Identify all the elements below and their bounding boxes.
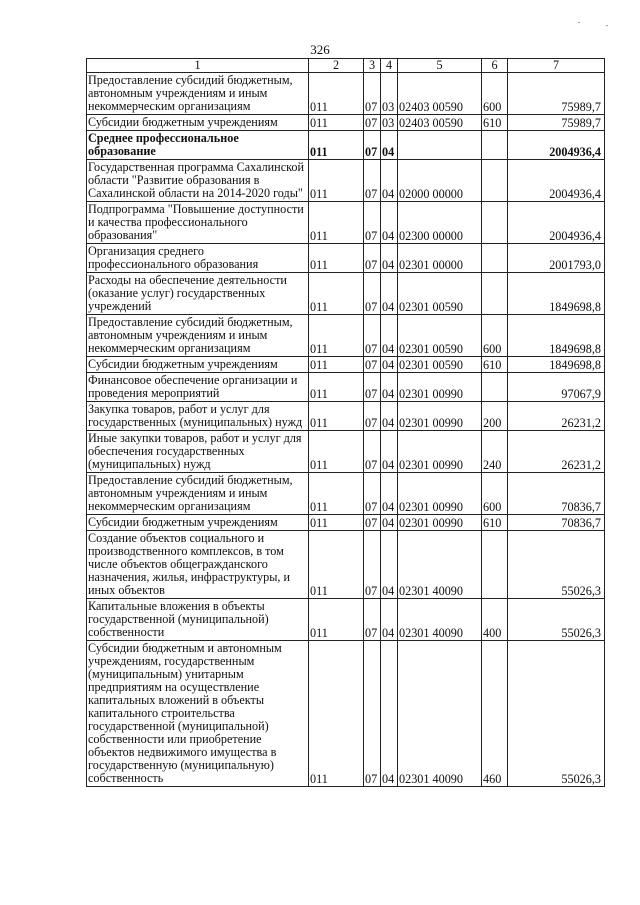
row-name: Расходы на обеспечение деятельности (оказание услуг) государственных учреждений — [87, 273, 309, 315]
row-target-article: 02301 00990 — [398, 402, 482, 431]
row-subsection: 04 — [381, 273, 398, 315]
row-code-admin: 011 — [309, 315, 364, 357]
row-section: 07 — [364, 131, 381, 160]
row-code-admin: 011 — [309, 515, 364, 531]
row-code-admin: 011 — [309, 160, 364, 202]
row-section: 07 — [364, 531, 381, 599]
row-subsection: 04 — [381, 131, 398, 160]
row-target-article: 02403 00590 — [398, 73, 482, 115]
row-subsection: 04 — [381, 599, 398, 641]
row-section: 07 — [364, 73, 381, 115]
row-code-admin: 011 — [309, 373, 364, 402]
scan-speck — [578, 22, 580, 23]
row-amount: 26231,2 — [508, 431, 605, 473]
table-row — [87, 73, 605, 115]
row-target-article: 02300 00000 — [398, 202, 482, 244]
row-name: Субсидии бюджетным учреждениям — [87, 515, 309, 531]
row-target-article: 02301 00590 — [398, 357, 482, 373]
row-amount: 1849698,8 — [508, 357, 605, 373]
column-header: 3 — [364, 59, 381, 73]
row-code-admin: 011 — [309, 599, 364, 641]
row-subsection: 04 — [381, 515, 398, 531]
row-expense-type — [482, 531, 508, 599]
row-subsection: 04 — [381, 202, 398, 244]
row-target-article: 02301 00590 — [398, 273, 482, 315]
row-expense-type: 600 — [482, 473, 508, 515]
row-expense-type — [482, 202, 508, 244]
row-subsection: 04 — [381, 160, 398, 202]
row-subsection: 04 — [381, 315, 398, 357]
row-expense-type: 460 — [482, 641, 508, 787]
row-expense-type: 200 — [482, 402, 508, 431]
column-header: 4 — [381, 59, 398, 73]
row-target-article: 02301 40090 — [398, 641, 482, 787]
row-target-article: 02403 00590 — [398, 115, 482, 131]
row-section: 07 — [364, 202, 381, 244]
row-section: 07 — [364, 160, 381, 202]
column-header: 5 — [398, 59, 482, 73]
row-section: 07 — [364, 244, 381, 273]
row-code-admin: 011 — [309, 273, 364, 315]
row-section: 07 — [364, 373, 381, 402]
row-subsection: 04 — [381, 431, 398, 473]
row-section: 07 — [364, 273, 381, 315]
row-expense-type: 400 — [482, 599, 508, 641]
table-row — [87, 315, 605, 357]
row-amount: 2004936,4 — [508, 131, 605, 160]
table-row — [87, 244, 605, 273]
column-header: 1 — [87, 59, 309, 73]
table-row — [87, 131, 605, 160]
row-expense-type — [482, 160, 508, 202]
row-name: Финансовое обеспечение организации и проведения мероприятий — [87, 373, 309, 402]
row-target-article: 02301 00590 — [398, 315, 482, 357]
row-name: Иные закупки товаров, работ и услуг для обеспечения государственных (муниципальных) нужд — [87, 431, 309, 473]
row-expense-type: 610 — [482, 115, 508, 131]
row-expense-type: 610 — [482, 357, 508, 373]
scan-speck — [606, 25, 608, 26]
row-section: 07 — [364, 357, 381, 373]
row-expense-type — [482, 373, 508, 402]
row-amount: 1849698,8 — [508, 273, 605, 315]
column-header: 6 — [482, 59, 508, 73]
row-code-admin: 011 — [309, 531, 364, 599]
row-expense-type — [482, 244, 508, 273]
table-row — [87, 531, 605, 599]
table-row — [87, 373, 605, 402]
row-section: 07 — [364, 315, 381, 357]
table-row — [87, 160, 605, 202]
row-target-article: 02301 40090 — [398, 531, 482, 599]
row-code-admin: 011 — [309, 115, 364, 131]
row-code-admin: 011 — [309, 402, 364, 431]
row-code-admin: 011 — [309, 244, 364, 273]
row-target-article: 02301 00990 — [398, 431, 482, 473]
table-row — [87, 115, 605, 131]
row-expense-type: 600 — [482, 73, 508, 115]
row-code-admin: 011 — [309, 641, 364, 787]
row-expense-type: 610 — [482, 515, 508, 531]
row-expense-type — [482, 273, 508, 315]
row-amount: 26231,2 — [508, 402, 605, 431]
table-row — [87, 515, 605, 531]
row-name: Субсидии бюджетным и автономным учреждениям, государственным (муниципальным) унитарным предприятиям на осуществление капитальных вложений в объекты капитального строительства государственной (муниципальной) собственности или приобретение объектов недвижимого имущества в государственную (муниципальную) собственность — [87, 641, 309, 787]
row-expense-type: 600 — [482, 315, 508, 357]
row-subsection: 03 — [381, 115, 398, 131]
row-section: 07 — [364, 115, 381, 131]
table-row — [87, 357, 605, 373]
row-code-admin: 011 — [309, 431, 364, 473]
table-row — [87, 202, 605, 244]
row-name: Предоставление субсидий бюджетным, автономным учреждениям и иным некоммерческим организациям — [87, 73, 309, 115]
row-name: Капитальные вложения в объекты государственной (муниципальной) собственности — [87, 599, 309, 641]
row-section: 07 — [364, 641, 381, 787]
column-header: 7 — [508, 59, 605, 73]
row-target-article: 02301 00990 — [398, 515, 482, 531]
row-amount: 75989,7 — [508, 115, 605, 131]
row-code-admin: 011 — [309, 473, 364, 515]
row-amount: 70836,7 — [508, 515, 605, 531]
row-code-admin: 011 — [309, 202, 364, 244]
row-section: 07 — [364, 473, 381, 515]
table-row — [87, 599, 605, 641]
table-row — [87, 431, 605, 473]
row-name: Среднее профессиональное образование — [87, 131, 309, 160]
table-row — [87, 402, 605, 431]
row-amount: 75989,7 — [508, 73, 605, 115]
row-name: Организация среднего профессионального образования — [87, 244, 309, 273]
row-section: 07 — [364, 431, 381, 473]
row-subsection: 04 — [381, 641, 398, 787]
page-number: 326 — [310, 42, 330, 57]
row-name: Субсидии бюджетным учреждениям — [87, 357, 309, 373]
row-code-admin: 011 — [309, 357, 364, 373]
row-code-admin: 011 — [309, 131, 364, 160]
budget-table — [86, 58, 605, 787]
row-expense-type: 240 — [482, 431, 508, 473]
row-amount: 2001793,0 — [508, 244, 605, 273]
table-header-row — [87, 59, 605, 73]
row-target-article: 02301 00990 — [398, 473, 482, 515]
row-expense-type — [482, 131, 508, 160]
row-amount: 55026,3 — [508, 641, 605, 787]
row-amount: 97067,9 — [508, 373, 605, 402]
row-target-article: 02301 40090 — [398, 599, 482, 641]
row-amount: 2004936,4 — [508, 202, 605, 244]
row-name: Подпрограмма "Повышение доступности и качества профессионального образования" — [87, 202, 309, 244]
row-subsection: 04 — [381, 244, 398, 273]
row-target-article — [398, 131, 482, 160]
row-target-article: 02301 00000 — [398, 244, 482, 273]
row-code-admin: 011 — [309, 73, 364, 115]
row-name: Создание объектов социального и производственного комплексов, в том числе объектов общегражданского назначения, жилья, инфраструктуры, и иных объектов — [87, 531, 309, 599]
row-subsection: 04 — [381, 531, 398, 599]
row-amount: 55026,3 — [508, 531, 605, 599]
row-name: Предоставление субсидий бюджетным, автономным учреждениям и иным некоммерческим организациям — [87, 315, 309, 357]
row-section: 07 — [364, 515, 381, 531]
table-row — [87, 473, 605, 515]
row-name: Субсидии бюджетным учреждениям — [87, 115, 309, 131]
table-row — [87, 273, 605, 315]
row-name: Закупка товаров, работ и услуг для государственных (муниципальных) нужд — [87, 402, 309, 431]
row-amount: 55026,3 — [508, 599, 605, 641]
table-row — [87, 641, 605, 787]
row-target-article: 02301 00990 — [398, 373, 482, 402]
row-subsection: 04 — [381, 473, 398, 515]
row-subsection: 04 — [381, 357, 398, 373]
row-subsection: 03 — [381, 73, 398, 115]
row-subsection: 04 — [381, 402, 398, 431]
row-name: Предоставление субсидий бюджетным, автономным учреждениям и иным некоммерческим организациям — [87, 473, 309, 515]
row-amount: 2004936,4 — [508, 160, 605, 202]
row-amount: 70836,7 — [508, 473, 605, 515]
row-section: 07 — [364, 599, 381, 641]
row-section: 07 — [364, 402, 381, 431]
column-header: 2 — [309, 59, 364, 73]
row-amount: 1849698,8 — [508, 315, 605, 357]
row-target-article: 02000 00000 — [398, 160, 482, 202]
row-subsection: 04 — [381, 373, 398, 402]
row-name: Государственная программа Сахалинской области "Развитие образования в Сахалинской области на 2014-2020 годы" — [87, 160, 309, 202]
